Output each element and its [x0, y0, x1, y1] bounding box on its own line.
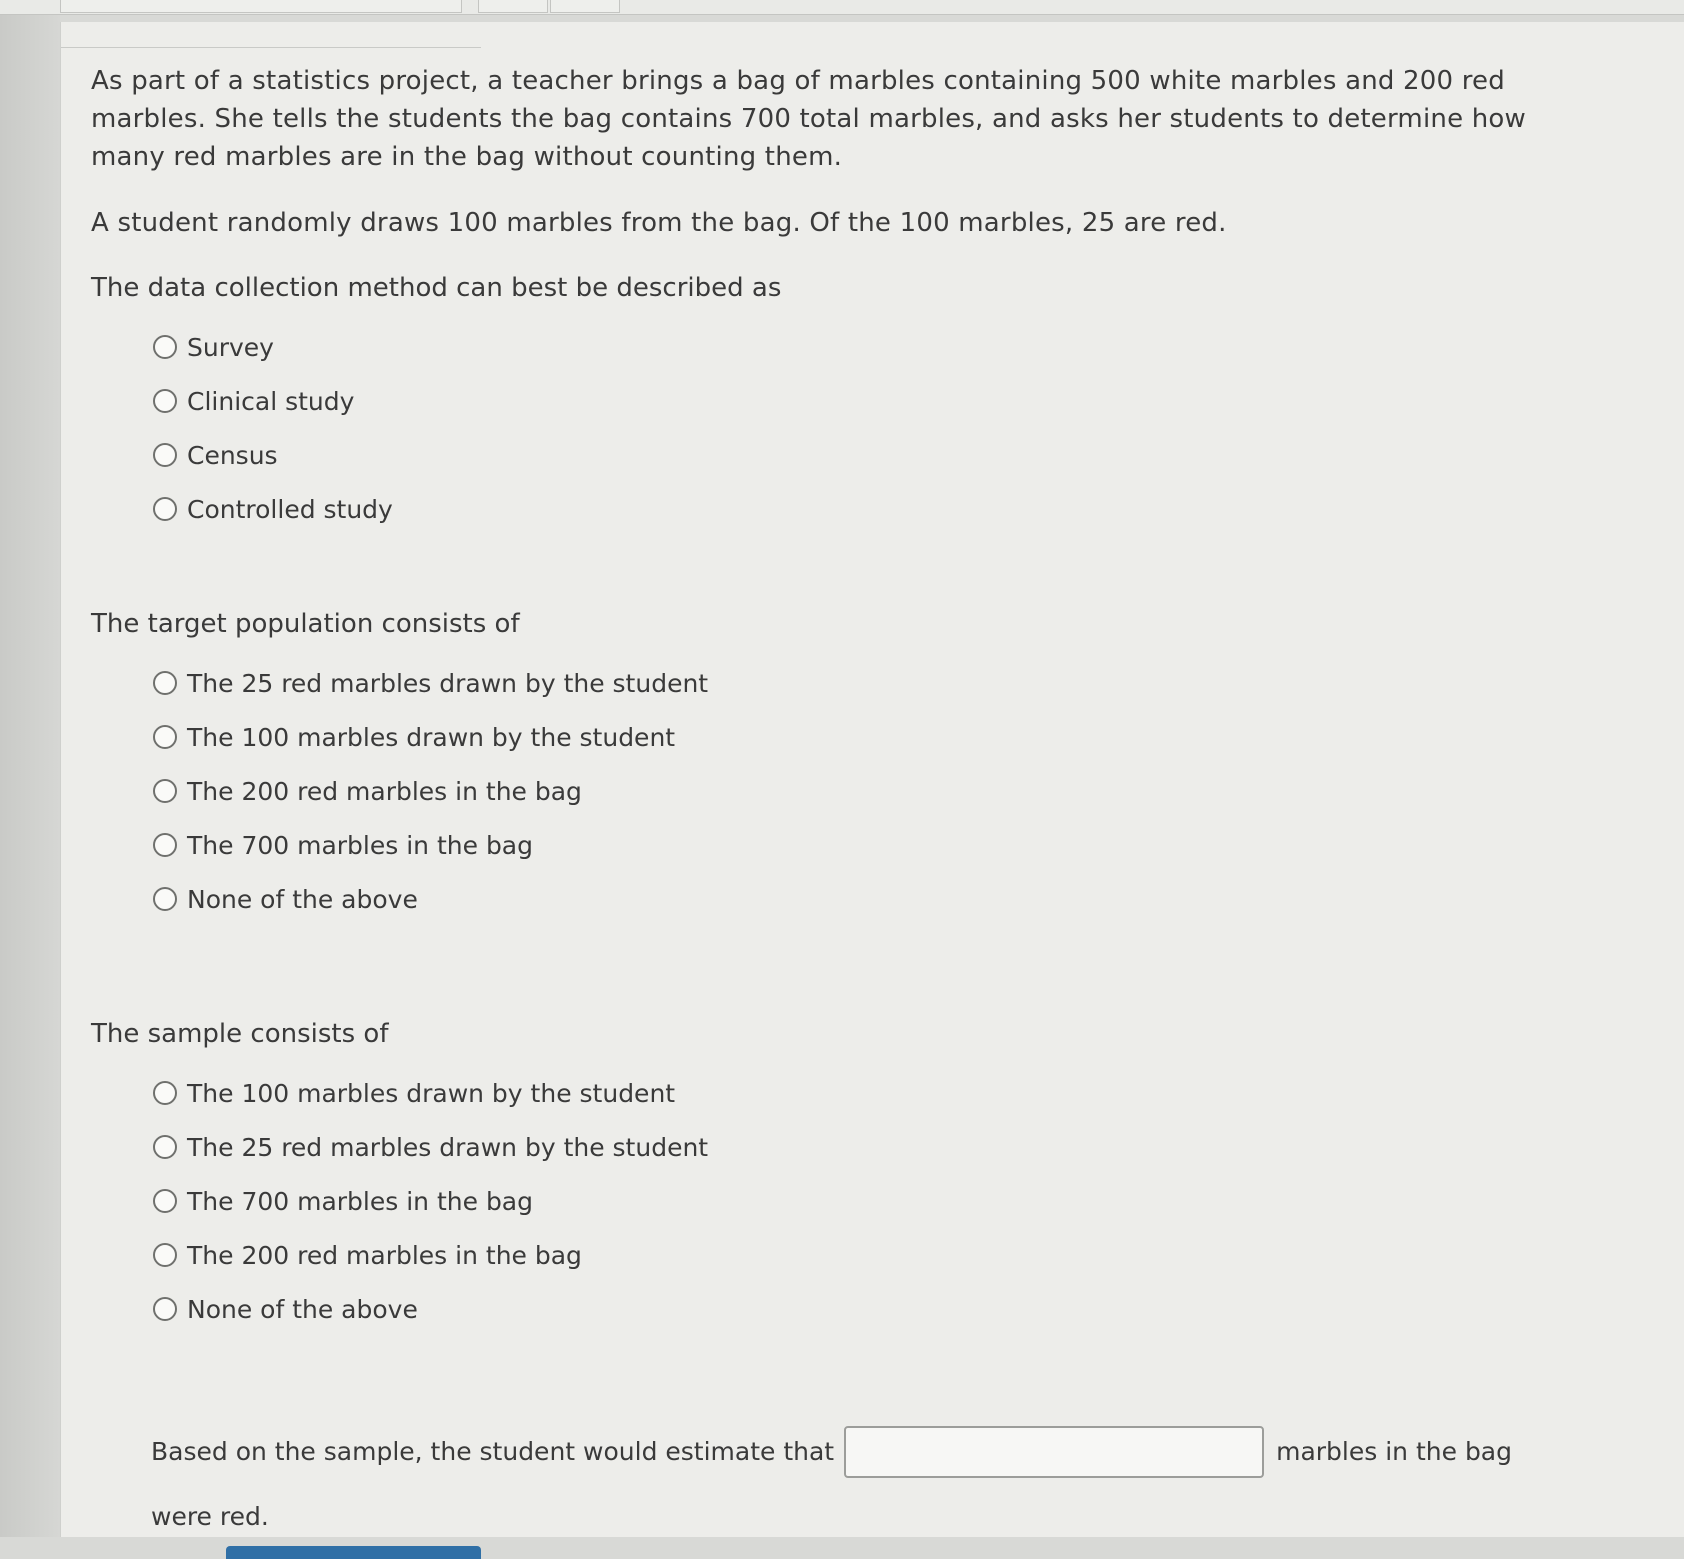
question-prompt: The data collection method can best be described as [91, 273, 782, 303]
top-toolbar-strip [0, 0, 1684, 15]
option-label: Clinical study [187, 386, 355, 416]
option-label: The 25 red marbles drawn by the student [187, 1132, 709, 1162]
radio-option[interactable] [153, 656, 1591, 710]
option-label: The 100 marbles drawn by the student [187, 722, 676, 752]
radio-button[interactable] [153, 335, 177, 359]
toolbar-tab[interactable] [60, 0, 462, 13]
radio-button[interactable] [153, 725, 177, 749]
question-content [91, 62, 1591, 1531]
option-label: None of the above [187, 884, 418, 914]
radio-option[interactable] [153, 764, 1591, 818]
radio-option-survey[interactable] [153, 320, 1591, 374]
estimate-tail: were red. [151, 1502, 269, 1531]
radio-button[interactable] [153, 1081, 177, 1105]
radio-button[interactable] [153, 443, 177, 467]
question-prompt: The sample consists of [91, 1019, 389, 1049]
radio-option[interactable] [153, 1282, 1591, 1336]
header-divider [61, 47, 481, 48]
option-label: The 25 red marbles drawn by the student [187, 668, 709, 698]
radio-button[interactable] [153, 779, 177, 803]
radio-button[interactable] [153, 1189, 177, 1213]
radio-button[interactable] [153, 887, 177, 911]
option-label: The 200 red marbles in the bag [187, 1240, 582, 1270]
radio-button[interactable] [153, 497, 177, 521]
radio-group [153, 656, 1591, 926]
radio-option[interactable] [153, 872, 1591, 926]
radio-group [153, 1066, 1591, 1336]
radio-option[interactable] [153, 1066, 1591, 1120]
option-label: None of the above [187, 1294, 418, 1324]
problem-draw: A student randomly draws 100 marbles from the bag. Of the 100 marbles, 25 are red. [91, 208, 1227, 238]
question-collection-method [91, 270, 1591, 536]
option-label: The 700 marbles in the bag [187, 1186, 533, 1216]
toolbar-tab[interactable] [550, 0, 620, 13]
estimate-suffix: marbles in the bag [1276, 1437, 1512, 1466]
problem-intro: As part of a statistics project, a teacher brings a bag of marbles containing 500 white marbles and 200 red marbles. She tells the students the bag contains 700 total marbles, and asks her students to determine how many red marbles are in the bag without counting them. [91, 66, 1526, 172]
question-target-population [91, 606, 1591, 926]
radio-button[interactable] [153, 1135, 177, 1159]
radio-button[interactable] [153, 1243, 177, 1267]
question-prompt: The target population consists of [91, 609, 520, 639]
option-label: The 700 marbles in the bag [187, 830, 533, 860]
radio-option[interactable] [153, 710, 1591, 764]
toolbar-tab[interactable] [478, 0, 548, 13]
radio-option-census[interactable] [153, 428, 1591, 482]
option-label: Controlled study [187, 494, 393, 524]
radio-option[interactable] [153, 1228, 1591, 1282]
fill-in-row [151, 1426, 1591, 1478]
question-sample [91, 1016, 1591, 1336]
radio-option[interactable] [153, 818, 1591, 872]
radio-option[interactable] [153, 1120, 1591, 1174]
estimate-answer-input[interactable] [844, 1426, 1264, 1478]
submit-button[interactable] [226, 1546, 481, 1559]
question-panel [60, 22, 1684, 1537]
option-label: Census [187, 440, 278, 470]
radio-button[interactable] [153, 1297, 177, 1321]
radio-option-controlled-study[interactable] [153, 482, 1591, 536]
question-estimate [91, 1426, 1591, 1531]
radio-button[interactable] [153, 671, 177, 695]
radio-group [153, 320, 1591, 536]
radio-option[interactable] [153, 1174, 1591, 1228]
radio-button[interactable] [153, 389, 177, 413]
option-label: The 100 marbles drawn by the student [187, 1078, 676, 1108]
estimate-prefix: Based on the sample, the student would estimate that [151, 1437, 835, 1466]
screen-edge [0, 0, 60, 1537]
radio-button[interactable] [153, 833, 177, 857]
option-label: The 200 red marbles in the bag [187, 776, 582, 806]
option-label: Survey [187, 332, 274, 362]
radio-option-clinical-study[interactable] [153, 374, 1591, 428]
